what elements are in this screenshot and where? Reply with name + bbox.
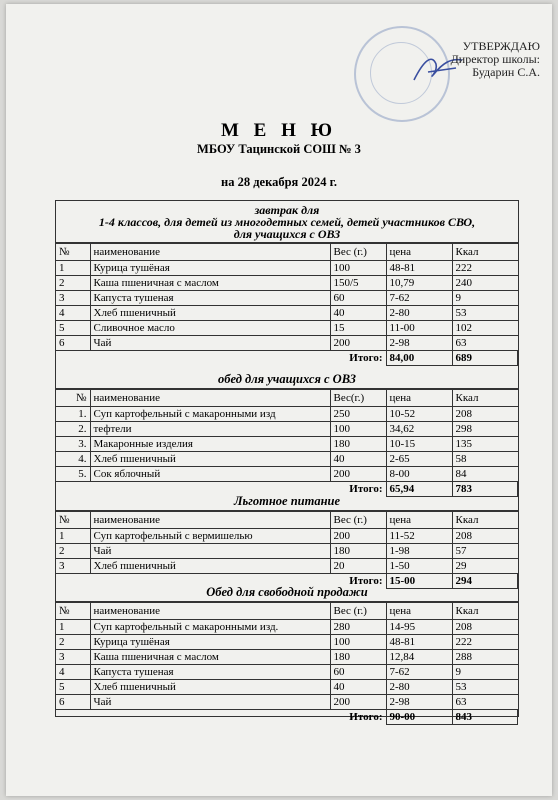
menu-frame <box>55 200 519 723</box>
approval-block <box>451 40 540 79</box>
table-row: 1 Курица тушёная 100 48-81 222 <box>56 261 518 276</box>
approval-heading: УТВЕРЖДАЮ <box>462 39 540 53</box>
table-header-row: № наименование Вес(г.) цена Ккал <box>56 390 518 407</box>
table-header-row: № наименование Вес (г.) цена Ккал <box>56 512 518 529</box>
table-row: 5. Сок яблочный 200 8-00 84 <box>56 467 518 482</box>
school-name: МБОУ Тацинской СОШ № 3 <box>197 142 361 156</box>
approval-name: Бударин С.А. <box>472 65 540 79</box>
table-row: 3. Макаронные изделия 180 10-15 135 <box>56 437 518 452</box>
menu-title: М Е Н Ю <box>220 120 338 141</box>
table-row: 4. Хлеб пшеничный 40 2-65 58 <box>56 452 518 467</box>
section-title: Обед для свободной продажи <box>56 586 518 602</box>
table-header-row: № наименование Вес (г.) цена Ккал <box>56 244 518 261</box>
lunch-ovz-table <box>56 389 518 497</box>
approval-position: Директор школы: <box>450 52 540 66</box>
table-row: 2. тефтели 100 34,62 298 <box>56 422 518 437</box>
menu-sheet <box>6 4 552 796</box>
section-breakfast <box>56 201 518 366</box>
section-title: обед для учащихся с ОВЗ <box>56 373 518 389</box>
table-row: 5 Хлеб пшеничный 40 2-80 53 <box>56 680 518 695</box>
free-sale-table <box>56 602 518 725</box>
total-row: Итого: 90-00 843 <box>56 710 518 725</box>
section-lunch-ovz <box>56 373 518 497</box>
section-free-sale <box>56 586 518 725</box>
section-subsidized <box>56 495 518 589</box>
total-row: Итого: 84,00 689 <box>56 351 518 366</box>
table-row: 6 Чай 200 2-98 63 <box>56 695 518 710</box>
breakfast-table <box>56 243 518 366</box>
total-row: Итого: 65,94 783 <box>56 482 518 497</box>
table-row: 2 Каша пшеничная с маслом 150/5 10,79 240 <box>56 276 518 291</box>
table-row: 1 Суп картофельный с вермишелью 200 11-52 208 <box>56 529 518 544</box>
total-row: Итого: 15-00 294 <box>56 574 518 589</box>
table-row: 3 Капуста тушеная 60 7-62 9 <box>56 291 518 306</box>
table-row: 3 Хлеб пшеничный 20 1-50 29 <box>56 559 518 574</box>
subsidized-table <box>56 511 518 589</box>
table-row: 1. Суп картофельный с макаронными изд 250 10-52 208 <box>56 407 518 422</box>
table-row: 2 Чай 180 1-98 57 <box>56 544 518 559</box>
table-row: 6 Чай 200 2-98 63 <box>56 336 518 351</box>
table-row: 5 Сливочное масло 15 11-00 102 <box>56 321 518 336</box>
table-row: 4 Хлеб пшеничный 40 2-80 53 <box>56 306 518 321</box>
section-title: Льготное питание <box>56 495 518 511</box>
table-row: 3 Каша пшеничная с маслом 180 12,84 288 <box>56 650 518 665</box>
table-header-row: № наименование Вес (г.) цена Ккал <box>56 603 518 620</box>
section-title: завтрак для 1-4 классов, для детей из многодетных семей, детей участников СВО, для учащихся с ОВЗ <box>56 201 518 243</box>
table-row: 4 Капуста тушеная 60 7-62 9 <box>56 665 518 680</box>
table-row: 2 Курица тушёная 100 48-81 222 <box>56 635 518 650</box>
table-row: 1 Суп картофельный с макаронными изд. 280 14-95 208 <box>56 620 518 635</box>
menu-date: на 28 декабря 2024 г. <box>221 175 337 189</box>
